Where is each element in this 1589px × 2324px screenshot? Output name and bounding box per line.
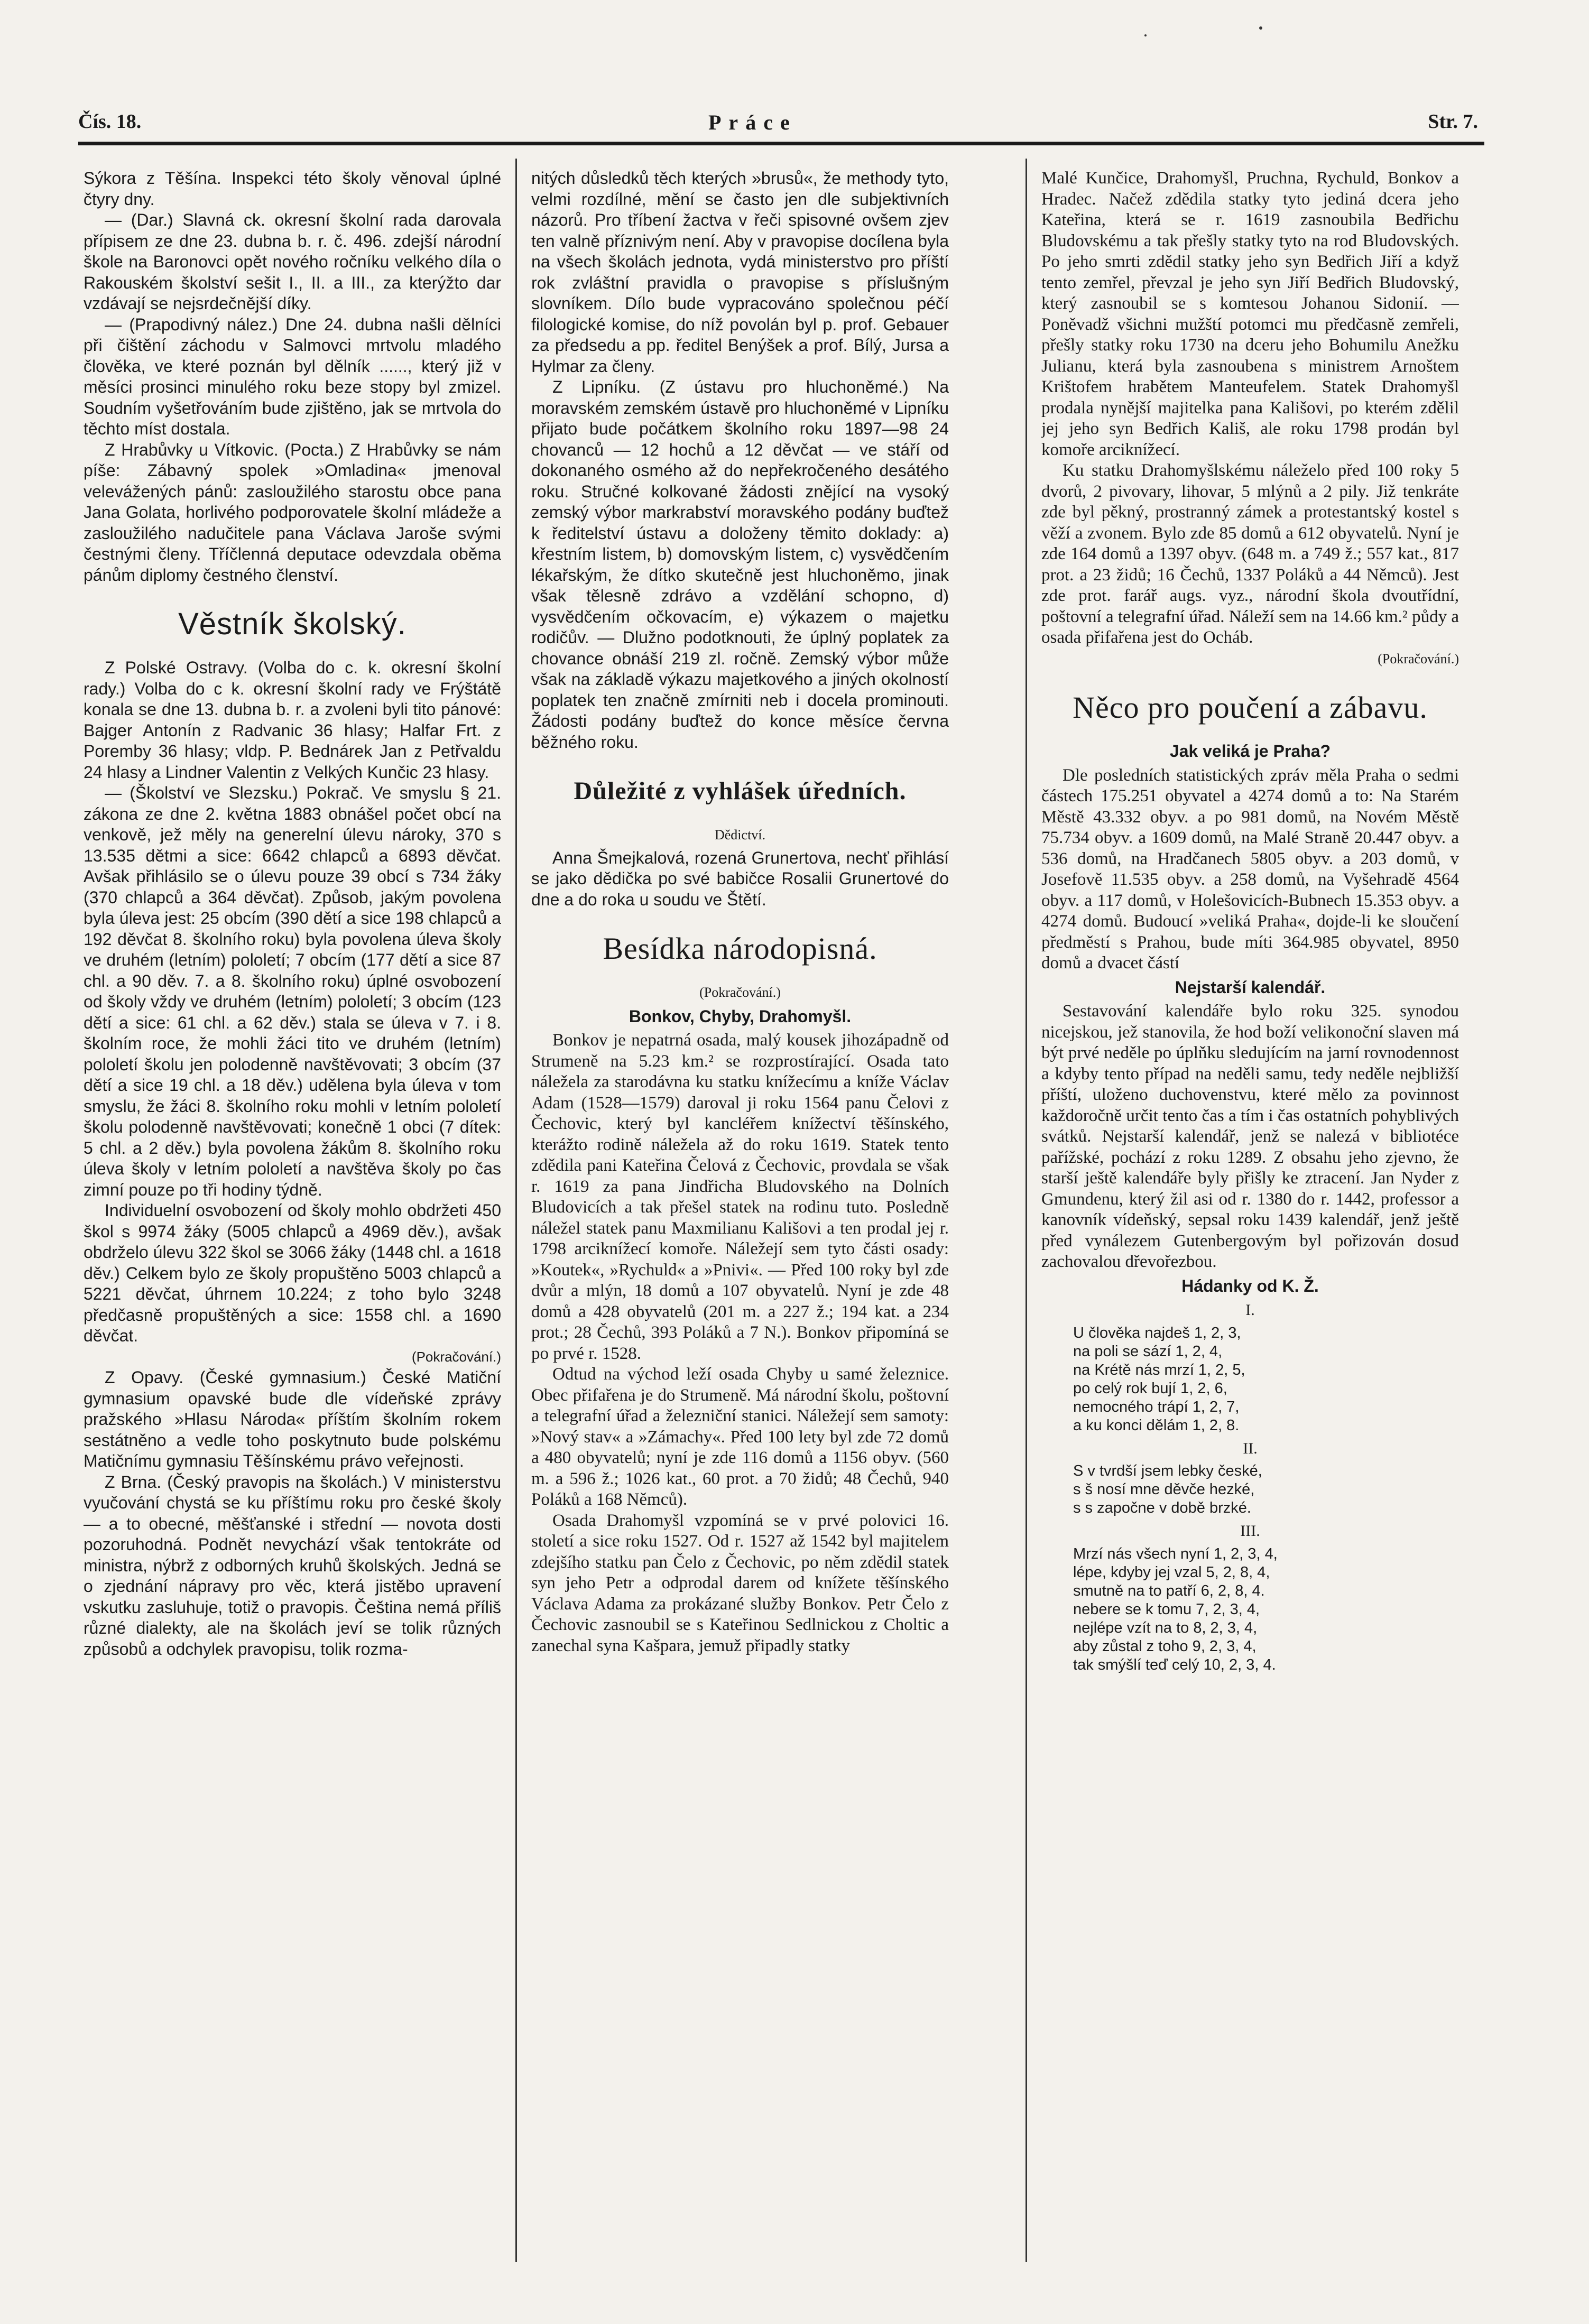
article-text: Dle posledních statistických zpráv měla Praha o sedmi částech 175.251 obyvatel a 4274 domů a to: Na Starém Městě 43.332 obyv. a po 981 domů, na Novém Městě 75.734 obyv. a 1609 domů, na Malé Straně 20.447 obyv. a 536 domů, na Hradčanech 5805 obyv. a 203 domů, v Josefově 11.535 obyv. a 258 domů, na Vyšehradě 4564 obyv. a 117 domů, v Holešovicích-Bubnech 15.353 obyv. a 4274 domů. Budoucí »veliká Praha«, dojde-li ke sloučení předměstí s Prahou, bude míti 364.985 obyvatel, 8950 domů a dvacet částí (1041, 765, 1459, 973)
subheading: Nejstarší kalendář. (1175, 977, 1326, 997)
riddle-1 (1073, 1324, 1459, 1435)
article-text: Bonkov je nepatrná osada, malý kousek jihozápadně od Strumeně na 5.23 km.² se rozprostírající. Osada tato náležela za starodávna ku statku knížecímu a kníže Václav Adam (1528—1579) daroval ji roku 1564 panu Čelovi z Čechovic, který byl kancléřem knížectví těšínského, kterážto rodině náležela až do roku 1619. Statek tento zdědila pani Kateřina Čelová z Čechovic, provdala se však r. 1619 za pana Jindřicha Bludovského na Dolních Bludovicích a tak přešel statek na rodinu tuto. Posledně náležel statek panu Maxmilianu Kališovi a ten prodal jej r. 1798 arciknížecí komoře. Náležejí sem tyto části osady: »Koutek«, »Rychuld« a »Pnivi«. — Před 100 roky byl zde dvůr a mlýn, 18 domů a 107 obyvatelů. Nyní je zde 48 domů a 428 obyvatelů (201 m. a 227 ž.; 194 kat. a 234 prot.; 28 Čechů, 393 Poláků a 7 N.). Bonkov připomíná se po prvé r. 1528. (531, 1031, 949, 1363)
column-1 (84, 168, 501, 2261)
page-number: Str. 7. (1428, 110, 1478, 133)
riddle-line: S v tvrdší jsem lebky české, (1073, 1462, 1262, 1479)
riddle-2 (1073, 1462, 1459, 1517)
riddle-3 (1073, 1545, 1459, 1674)
article-text: — (Školství ve Slezsku.) Pokrač. Ve smyslu § 21. zákona ze dne 2. května 1883 obnášel počet obcí na venkově, jež měly na generelní úlevu nároky, 370 s 13.535 dětmi a sice: 6642 chlapců a 6893 děvčat. Avšak přihlásilo se o úlevu pouze 39 obcí s 734 žáky (370 chlapců a 364 děvčat). Způsob, jakým povolena byla úleva jest: 25 obcím (390 dětí a sice 198 chlapců a 192 děvčat 8. školního roku) byla povolena úleva školy ve druhém (letním) pololetí; 7 obcím (177 dětí a sice 87 chl. a 90 děv. 7. a 8. školního roku) úplné osvobození od školy vždy ve druhém (letním) pololetí; 3 obcím (123 dětí a sice: 61 chl. a 62 děv.) stala se úleva v 7. i 8. školním roce, že mohli žáci tito ve druhém (letním) pololetí školu jen polodenně navštěvovati; 3 obcím (37 dětí a sice 19 chl. a 18 děv.) udělena byla úleva v tom smyslu, že žáci 8. školního roku mohli v letním pololetí školu polodenně navštěvovati; konečně 1 obci (7 dítek: 5 chl. a 2 děv.) byla povolena žákům 8. školního roku úleva školy v letním pololetí a navštěva školy po čas zimní pouze po tři hodiny týdně. (84, 783, 501, 1199)
page-header (78, 110, 1478, 142)
section-title: Besídka národopisná. (603, 931, 877, 966)
riddle-line: na poli se sází 1, 2, 4, (1073, 1342, 1223, 1360)
riddle-line: U člověka najdeš 1, 2, 3, (1073, 1324, 1241, 1341)
section-title: Věstník školský. (178, 607, 407, 641)
article-text: Sýkora z Těšína. Inspekci této školy věnoval úplné čtyry dny. (84, 169, 501, 209)
header-rule (78, 142, 1484, 145)
riddle-line: tak smýšlí teď celý 10, 2, 3, 4. (1073, 1656, 1276, 1673)
column-divider-2 (1026, 159, 1027, 2262)
section-title: Důležité z vyhlášek úředních. (574, 777, 907, 805)
article-text: Z Lipníku. (Z ústavu pro hluchoněmé.) Na moravském zemském ústavě pro hluchoněmé v Lipníku přijato bude počátkem školního roku 1897—98 24 chovanců — 12 hochů a 12 děvčat — ve stáří od dokonaného osmého až do nepřekročeného desátého roku. Stručné kolkované žádosti znějící na vysoký zemský výbor markrabství moravského podány buďtež k ředitelství ústavu a doloženy těmito doklady: a) křestním listem, b) domovským listem, c) vysvědčením lékařským, že dítko skutečně jest hluchoněmo, jinak však tělesně zdrávo a vzdělání schopno, d) vysvědčením očkovacím, e) výkazem o majetku rodičův. — Dlužno podotknouti, že úplný poplatek za chovance obnáší 219 zl. ročně. Zemský výbor může však na základě výkazu majetkového a jiných okolností poplatek ten značně zmírniti neb i docela prominouti. Žádosti podány buďtež do konce měsíce června běžného roku. (531, 377, 949, 752)
riddle-line: Mrzí nás všech nyní 1, 2, 3, 4, (1073, 1545, 1278, 1562)
section-title: Něco pro poučení a zábavu. (1073, 690, 1428, 725)
article-text: Odtud na východ leží osada Chyby u samé železnice. Obec přifařena je do Strumeně. Má národní školu, poštovní a telegrafní úřad a železniční stanici. Náležejí sem samoty: »Nový stav« a »Zámachy«. Před 100 lety byl zde 72 domů a 480 obyvatelů; nyní je zde 116 domů a 1156 obyv. (560 m. a 596 ž.; 1026 kat., 60 prot. a 70 židů; 48 Čechů, 940 Poláků a 168 Němců). (531, 1365, 949, 1509)
continued-note: (Pokračování.) (699, 985, 781, 1000)
article-text: Sestavování kalendáře bylo roku 325. synodou nicejskou, jež stanovila, že hod boží velikonoční slaven má být prvé neděle po úplňku sledujícím na jarní rovnodennost a kdyby tento případ na neděli samu, tedy neděle nejbližší příští, uloženo duchovenstvu, které mělo za povinnost každoročně určit tento čas a tím i čas ostatních pohyblivých svátků. Nejstarší kalendář, jenž se nalezá v bibliotéce pařížské, pochází z roku 1289. Z obsahu jeho zjevno, že starší ještě kalendáře byly přišly ke ztracení. Jan Nyder z Gmundenu, který žil asi od r. 1380 do r. 1442, professor a kanovník vídeňský, sepsal roku 1439 kalendář, jenž ještě před vynálezem Gutenbergovým byl pořizován dosud zachovalou dřevořezbou. (1041, 1002, 1459, 1271)
riddle-line: nemocného trápí 1, 2, 7, (1073, 1398, 1240, 1415)
article-text: Anna Šmejkalová, rozená Grunertova, nechť přihlásí se jako dědička po své babičce Rosalii Grunertové do dne a do roka u soudu ve Štětí. (531, 848, 949, 909)
article-text: Z Brna. (Český pravopis na školách.) V ministerstvu vyučování chystá se ku příštímu roku pro české školy — a to obecné, měšťanské i střední — novota dosti pozoruhodná. Podnět nevychází však tentokráte od ministra, nýbrž z odborných kruhů školských. Jedná se o zjednání nápravy pro věc, která jistěbo upravení vskutku zasluhuje, totiž o pravopis. Čeština nemá příliš různé dialekty, ale na školách jeví se tolik různých způsobů a odchylek pravopisu, tolik rozma- (84, 1472, 501, 1659)
riddle-line: a ku konci dělám 1, 2, 8. (1073, 1416, 1240, 1434)
riddle-line: nejlépe vzít na to 8, 2, 3, 4, (1073, 1619, 1258, 1636)
subheading: Dědictví. (714, 827, 766, 842)
riddle-line: smutně na to patří 6, 2, 8, 4. (1073, 1582, 1265, 1599)
article-text: Z Hrabůvky u Vítkovic. (Pocta.) Z Hrabůvky se nám píše: Zábavný spolek »Omladina« jmenoval velevážených pánů: zasloužilého starostu obce pana Jana Golata, horlivého podporovatele školní mládeže a zasloužilého nadučitele pana Václava Jaroše svými čestnými členy. Tříčlenná deputace odevzdala oběma pánům diplomy čestného členství. (84, 440, 501, 585)
print-speck (1259, 26, 1262, 30)
continued-note: (Pokračování.) (411, 1348, 501, 1365)
subheading: Jak veliká je Praha? (1169, 742, 1331, 761)
newspaper-title: Práce (708, 110, 797, 134)
article-text: — (Prapodivný nález.) Dne 24. dubna našli dělníci při čištění záchodu v Salmovci mrtvolu mladého člověka, ve které poznán byl dělník ......, který již v měsíci prosinci minulého roku beze stopy byl zmizel. Soudním vyšetřováním bude zjištěno, jak se mrtvola do těchto míst dostala. (84, 314, 501, 438)
article-text: — (Dar.) Slavná ck. okresní školní rada darovala přípisem ze dne 23. dubna b. r. č. 496. zdejší národní škole na Baronovci opět nového ročníku velkého díla o Rakouském školství sešit I., II. a III., za kterýžto dar vzdávají se nejsrdečnější díky. (84, 210, 501, 313)
subheading: Bonkov, Chyby, Drahomyšl. (629, 1006, 852, 1026)
subheading: Hádanky od K. Ž. (1181, 1276, 1319, 1295)
article-text: Z Polské Ostravy. (Volba do c. k. okresní školní rady.) Volba do c k. okresní školní rady ve Frýštátě konala se dne 13. dubna b. r. a zvoleni byli tito pánové: Bajger Antonín z Radvanic 36 hlasy; Halfar Frt. z Poremby 36 hlasy; vldp. P. Bednárek Jan z Petřvaldu 24 hlasy a Lindner Valentin z Velkých Kunčic 23 hlasy. (84, 658, 501, 782)
riddle-line: lépe, kdyby jej vzal 5, 2, 8, 4, (1073, 1563, 1270, 1581)
riddle-number: II. (1243, 1439, 1258, 1457)
column-divider-1 (515, 159, 517, 2262)
riddle-line: s š nosí mne děvče hezké, (1073, 1481, 1255, 1498)
riddle-line: na Krétě nás mrzí 1, 2, 5, (1073, 1361, 1245, 1378)
article-text: Osada Drahomyšl vzpomíná se v prvé polovici 16. století a sice roku 1527. Od r. 1527 až 1542 byl majitelem zdejšího statku pan Čelo z Čechovic, po něm zdědil statek syn jeho Petr a odprodal darem od knížete těšínského Václava Adama za prokázané služby Bonkov. Petr Čelo z Čechovic zasnoubil se s Kateřinou Sedlnickou z Choltic a zanechal syna Kašpara, jemuž připadly statky (531, 1511, 949, 1655)
column-2 (531, 168, 949, 2261)
riddle-line: nebere se k tomu 7, 2, 3, 4, (1073, 1600, 1260, 1618)
article-text: Z Opavy. (České gymnasium.) České Matiční gymnasium opavské bude dle vídeňské zprávy pražského »Hlasu Národa« příštím školním rokem sestátněno a vedle toho poskytnuto bude polskému Matičnímu gymnasiu Těšínskému právo veřejnosti. (84, 1368, 501, 1470)
continued-note: (Pokračování.) (1378, 651, 1459, 666)
print-speck (1144, 34, 1147, 36)
riddle-number: III. (1240, 1522, 1260, 1540)
riddle-number: I. (1245, 1301, 1255, 1319)
riddle-line: s s započne v době brzké. (1073, 1499, 1251, 1516)
article-text: Ku statku Drahomyšlskému náleželo před 100 roky 5 dvorů, 2 pivovary, lihovar, 5 mlýnů a 2 pily. Již tenkráte zde byl pěkný, prostranný zámek a protestantský kostel s věží a zvonem. Bylo zde 85 domů a 612 obyvatelů. Nyní je zde 164 domů a 1397 obyv. (648 m. a 749 ž.; 557 kat., 817 prot. a 23 židů; 16 Čechů, 1337 Poláků a 44 Němců). Jest zde prot. farář augs. vyz., národní škola dvoutřídní, poštovní a telegrafní úřad. Náleží sem na 14.66 km.² půdy a osada přifařena jest do Ocháb. (1041, 461, 1459, 647)
column-3 (1041, 168, 1459, 2261)
article-text: nitých důsledků těch kterých »brusů«, že methody tyto, velmi rozdílné, mění se často jen dle subjektivních názorů. Pro tříbení žactva v řeči spisovné ovšem zjev ten valně příznivým není. Aby v pravopise docílena byla na všech školách jednota, vydá ministerstvo pro příští rok zvláštní pravidla o pravopise s příslušným slovníkem. Dílo bude vypracováno společnou péčí filologické komise, do níž povolán byl p. prof. Gebauer za předsedu a pp. ředitel Benýšek a prof. Bílý, Jursa a Hylmar za členy. (531, 169, 949, 376)
riddle-line: aby zůstal z toho 9, 2, 3, 4, (1073, 1637, 1257, 1655)
riddle-line: po celý rok bují 1, 2, 6, (1073, 1379, 1227, 1397)
article-text: Malé Kunčice, Drahomyšl, Pruchna, Rychuld, Bonkov a Hradec. Načež zdědila statky tyto jediná dcera jeho Kateřina, která se r. 1619 zasnoubila Bedřichu Bludovskému a tak přešly statky tyto na rod Bludovských. Po jeho smrti zdědil statky jeho syn Bedřich Jiří a když tento zemřel, převzal je jeho syn Jiří Bedřich Bludovský, který zasnoubil se s komtesou Johanou Sidonií. — Poněvadž všichni mužští potomci mu předčasně zemřeli, přešly statky roku 1730 na dceru jeho Bohumilu Anežku Julianu, která byla zasnoubena s ministrem Arnoštem Krištofem hrabětem Manteufelem. Statek Drahomyšl prodala nynější majitelka pana Kališovi, po kterém zdělil jej jeho syn Bedřich Kališ, ale roku 1798 prodán byl komoře arciknížecí. (1041, 169, 1459, 459)
article-text: Individuelní osvobození od školy mohlo obdržeti 450 škol s 9974 žáky (5005 chlapců a 4969 děv.), avšak obdrželo úlevu 322 škol se 3066 žáky (1448 chl. a 1618 děv.) Celkem bylo ze školy propuštěno 5003 chlapců a 5221 děvčat, úhrnem 10.224; z toho bylo 3248 předčasně propuštěných a sice: 1558 chl. a 1690 děvčat. (84, 1201, 501, 1345)
issue-number: Čís. 18. (78, 110, 142, 133)
